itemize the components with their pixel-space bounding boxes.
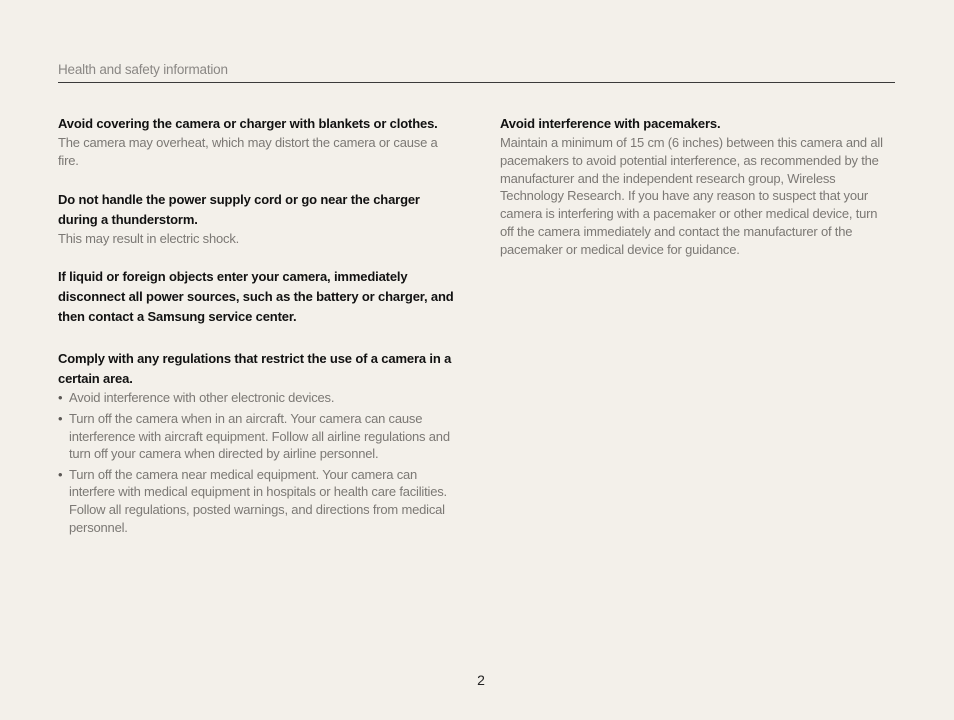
left-column: [58, 114, 458, 536]
section-title: Avoid covering the camera or charger with blankets or clothes.: [58, 116, 438, 131]
section-title: Avoid interference with pacemakers.: [500, 116, 721, 131]
list-item-text: Turn off the camera near medical equipment. Your camera can interfere with medical equipment in hospitals or health care facilities. Follow all regulations, posted warnings, and directions from medical personnel.: [69, 466, 447, 535]
section-body: The camera may overheat, which may distort the camera or cause a fire.: [58, 135, 438, 168]
right-column: [500, 114, 890, 259]
section-title: Comply with any regulations that restrict the use of a camera in a certain area.: [58, 351, 452, 387]
section-title: Do not handle the power supply cord or go near the charger during a thunderstorm.: [58, 191, 420, 227]
bullet-icon: •: [58, 410, 63, 426]
header-title: Health and safety information: [58, 62, 228, 77]
section-body: This may result in electric shock.: [58, 230, 240, 246]
page-header: [58, 62, 895, 83]
section-title: If liquid or foreign objects enter your camera, immediately disconnect all power sources, such as the battery or charger, and then contact a Samsung service center.: [58, 269, 454, 325]
list-item: [58, 466, 458, 536]
section-liquid: [58, 267, 458, 327]
page-number: 2: [477, 672, 485, 688]
section-body: Maintain a minimum of 15 cm (6 inches) between this camera and all pacemakers to avoid potential interference, as recommended by the manufacturer and the independent research group, Wireless Technology Research. If you have any reason to suspect that your camera is interfering with a pacemaker or other medical device, turn off the camera immediately and contact the manufacturer of the pacemaker or medical device for guidance.: [500, 135, 883, 257]
section-regulations: [58, 349, 458, 536]
bullet-list: [58, 389, 458, 536]
section-covering: [58, 114, 458, 170]
section-pacemakers: [500, 114, 890, 259]
section-thunderstorm: [58, 190, 458, 248]
bullet-icon: •: [58, 390, 63, 406]
list-item-text: Turn off the camera when in an aircraft. Your camera can cause interference with aircraft equipment. Follow all airline regulations and turn off your camera when directed by airline personnel.: [69, 410, 450, 462]
list-item: [58, 389, 458, 407]
list-item-text: Avoid interference with other electronic devices.: [69, 390, 335, 406]
bullet-icon: •: [58, 466, 63, 482]
list-item: [58, 410, 458, 463]
